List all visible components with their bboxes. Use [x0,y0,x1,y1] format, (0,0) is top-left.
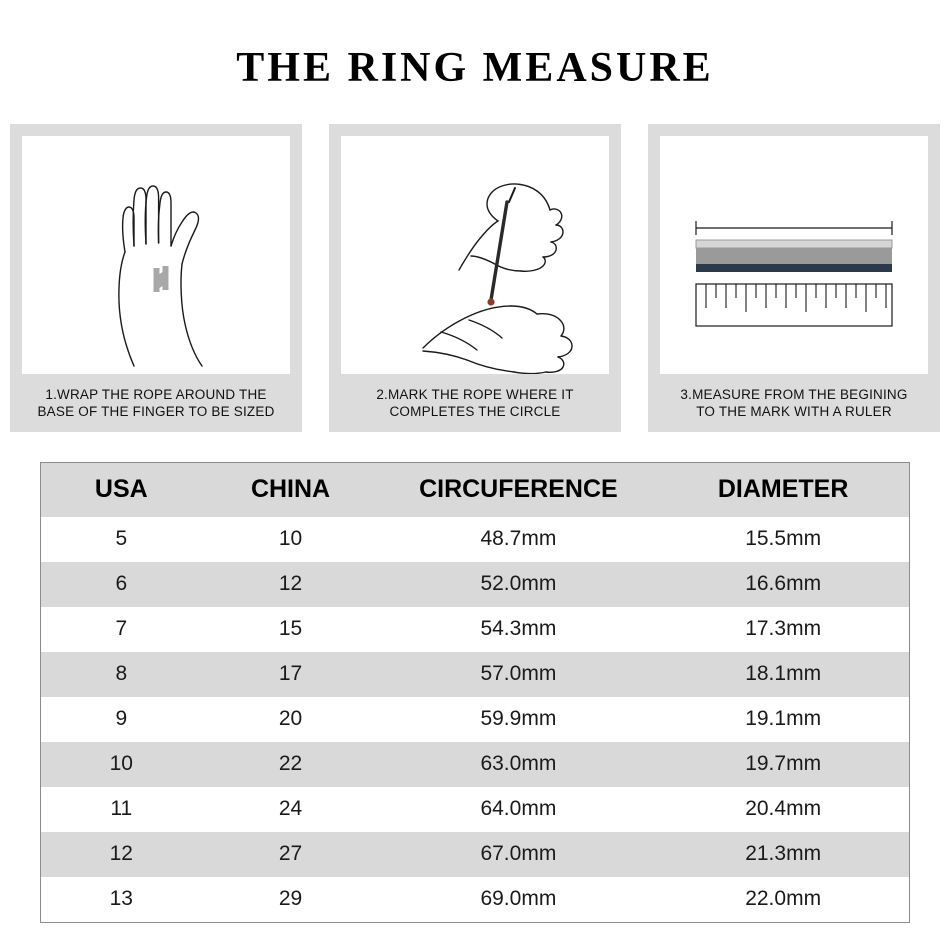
step-card-1 [10,124,302,432]
cell-diameter: 19.7mm [657,742,909,787]
cell-circumference: 57.0mm [380,652,658,697]
column-header-diameter: DIAMETER [657,463,909,518]
rope-strip-middle [696,248,892,264]
cell-usa: 10 [41,742,202,787]
cell-circumference: 59.9mm [380,697,658,742]
step-caption-3-line2: TO THE MARK WITH A RULER [696,404,892,419]
ring-size-table [41,462,909,922]
step-caption-1 [22,374,290,422]
ring-size-table-wrapper [40,462,910,923]
step-caption-1-line2: BASE OF THE FINGER TO BE SIZED [37,404,275,419]
page-title: THE RING MEASURE [236,45,714,91]
cell-usa: 12 [41,832,202,877]
step-caption-2-line2: COMPLETES THE CIRCLE [389,404,561,419]
cell-diameter: 22.0mm [657,877,909,922]
cell-circumference: 64.0mm [380,787,658,832]
ruler-measuring-icon [660,136,928,374]
cell-china: 27 [202,832,380,877]
cell-circumference: 67.0mm [380,832,658,877]
rope-strip-bottom [696,264,892,272]
cell-circumference: 52.0mm [380,562,658,607]
table-row [41,697,909,742]
step-caption-2 [341,374,609,422]
table-row [41,562,909,607]
cell-china: 10 [202,517,380,562]
cell-china: 22 [202,742,380,787]
cell-diameter: 15.5mm [657,517,909,562]
step-caption-1-line1: 1.WRAP THE ROPE AROUND THE [45,387,267,402]
cell-china: 15 [202,607,380,652]
cell-diameter: 17.3mm [657,607,909,652]
step-card-2 [329,124,621,432]
cell-usa: 7 [41,607,202,652]
rope-mark-dot [487,298,494,305]
cell-usa: 11 [41,787,202,832]
step-caption-2-line1: 2.MARK THE ROPE WHERE IT [376,387,574,402]
steps-row [0,124,950,432]
ruler-body [696,284,892,326]
column-header-circumference: CIRCUFERENCE [380,463,658,518]
cell-usa: 9 [41,697,202,742]
cell-china: 29 [202,877,380,922]
cell-diameter: 19.1mm [657,697,909,742]
cell-diameter: 20.4mm [657,787,909,832]
table-row [41,607,909,652]
cell-diameter: 21.3mm [657,832,909,877]
table-row [41,832,909,877]
cell-diameter: 16.6mm [657,562,909,607]
cell-usa: 5 [41,517,202,562]
cell-china: 20 [202,697,380,742]
table-header [41,463,909,518]
cell-china: 17 [202,652,380,697]
cell-china: 12 [202,562,380,607]
table-row [41,787,909,832]
cell-diameter: 18.1mm [657,652,909,697]
step-card-3 [648,124,940,432]
table-body [41,517,909,922]
step-caption-3-line1: 3.MEASURE FROM THE BEGINING [680,387,908,402]
hand-with-rope-icon [22,136,290,374]
table-row [41,877,909,922]
cell-usa: 8 [41,652,202,697]
column-header-usa: USA [41,463,202,518]
hand-marking-rope-icon [341,136,609,374]
cell-circumference: 69.0mm [380,877,658,922]
table-row [41,742,909,787]
cell-usa: 6 [41,562,202,607]
column-header-china: CHINA [202,463,380,518]
cell-usa: 13 [41,877,202,922]
rope-strip-top [696,240,892,248]
rope-band-shape [154,266,169,292]
cell-circumference: 63.0mm [380,742,658,787]
cell-china: 24 [202,787,380,832]
table-header-row [41,463,909,518]
table-row [41,517,909,562]
table-row [41,652,909,697]
step-caption-3 [660,374,928,422]
cell-circumference: 54.3mm [380,607,658,652]
cell-circumference: 48.7mm [380,517,658,562]
